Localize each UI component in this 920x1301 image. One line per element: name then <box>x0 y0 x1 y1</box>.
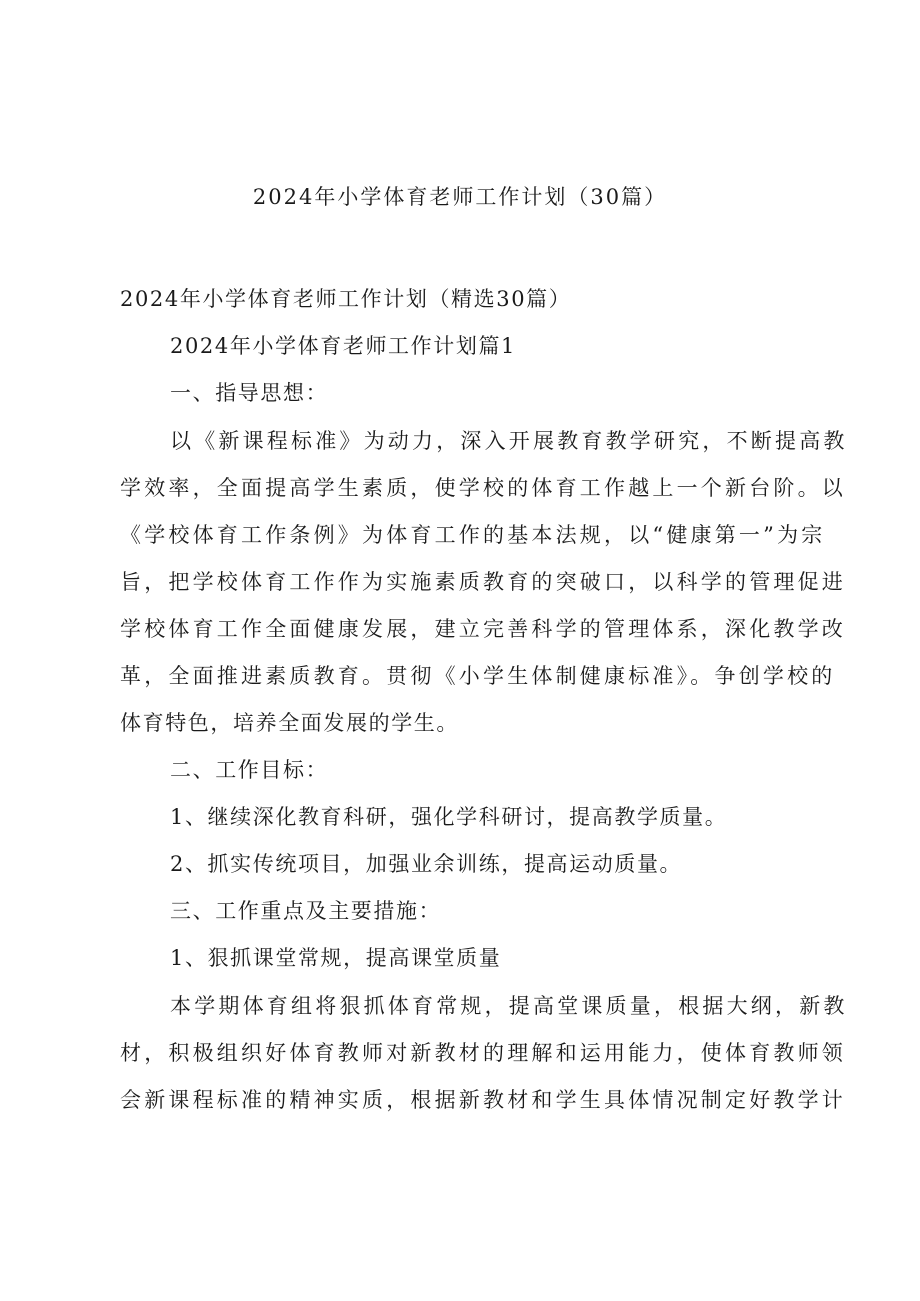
paragraph-line: 《学校体育工作条例》为体育工作的基本法规，以“健康第一”为宗 <box>120 523 826 547</box>
document-subtitle: 2024年小学体育老师工作计划（精选30篇） <box>120 287 572 311</box>
heading-work-goals: 二、工作目标： <box>170 758 329 782</box>
document-title: 2024年小学体育老师工作计划（30篇） <box>252 185 668 209</box>
section-heading: 2024年小学体育老师工作计划篇1 <box>170 334 517 358</box>
goal-item: 2、抓实传统项目，加强业余训练，提高运动质量。 <box>170 852 683 876</box>
paragraph-line: 学效率，全面提高学生素质，使学校的体育工作越上一个新台阶。以 <box>120 476 846 500</box>
paragraph-line: 革，全面推进素质教育。贯彻《小学生体制健康标准》。争创学校的 <box>120 664 836 688</box>
paragraph-line: 以《新课程标准》为动力，深入开展教育教学研究，不断提高教 <box>170 429 848 453</box>
heading-guiding-ideology: 一、指导思想： <box>170 381 329 405</box>
paragraph-line: 本学期体育组将狠抓体育常规，提高堂课质量，根据大纲，新教 <box>170 994 848 1018</box>
paragraph-line: 学校体育工作全面健康发展，建立完善科学的管理体系，深化教学改 <box>120 617 846 641</box>
paragraph-line: 会新课程标准的精神实质，根据新教材和学生具体情况制定好教学计 <box>120 1088 846 1112</box>
paragraph-line: 体育特色，培养全面发展的学生。 <box>120 711 459 735</box>
measure-item: 1、狠抓课堂常规，提高课堂质量 <box>170 946 502 970</box>
heading-key-measures: 三、工作重点及主要措施： <box>170 899 442 923</box>
paragraph-line: 材，积极组织好体育教师对新教材的理解和运用能力，使体育教师领 <box>120 1041 846 1065</box>
goal-item: 1、继续深化教育科研，强化学科研讨，提高教学质量。 <box>170 805 728 829</box>
paragraph-line: 旨，把学校体育工作作为实施素质教育的突破口，以科学的管理促进 <box>120 570 846 594</box>
